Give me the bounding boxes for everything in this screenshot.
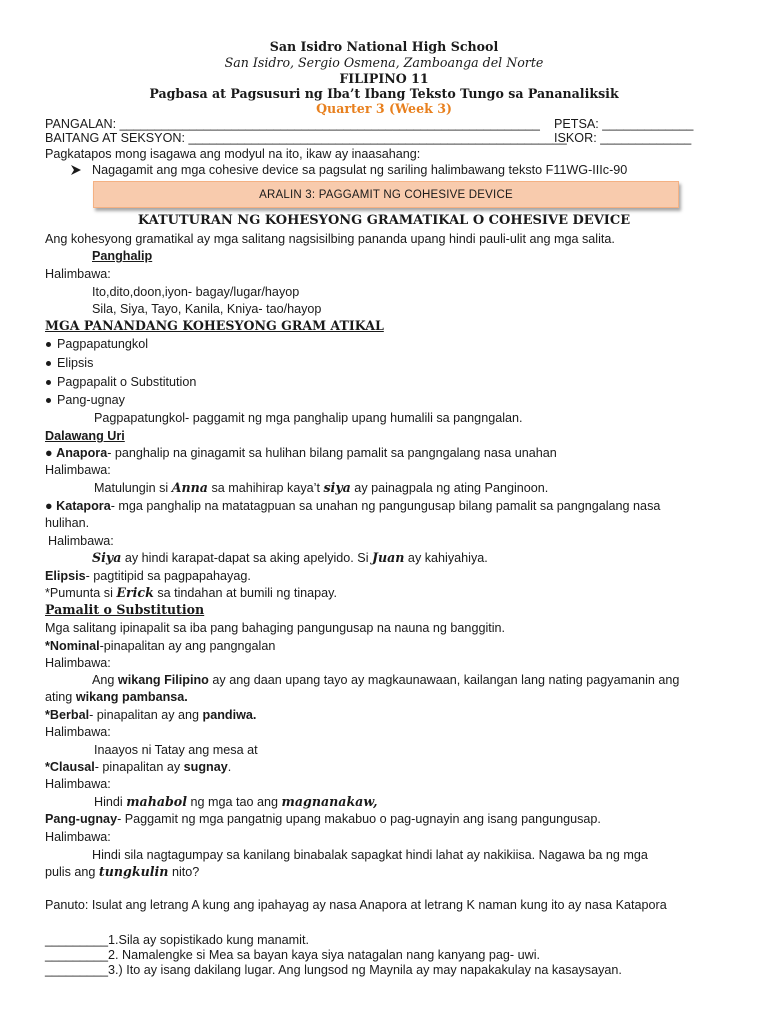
example-highlight: siya [323, 480, 351, 495]
banner-title: ARALIN 3: PAGGAMIT NG COHESIVE DEVICE [259, 188, 513, 201]
example-ito: Ito,dito,doon,iyon- bagay/lugar/hayop [92, 285, 300, 299]
date-field[interactable]: _____________ [602, 117, 694, 131]
pangugnay-definition: - Paggamit ng mga pangatnig upang makabuo o pag-ugnayin ang isang pangungusap. [117, 812, 601, 826]
example-text: ay painagpala ng ating Panginoon. [350, 481, 549, 495]
elipsis-line [45, 568, 251, 584]
bullet-dot-icon: ● [45, 499, 53, 513]
grade-field[interactable]: ______________________________________________________ [188, 131, 567, 145]
elipsis-definition: - pagtitipid sa pagpapahayag. [85, 569, 251, 583]
subject-title: FILIPINO 11 [339, 71, 429, 86]
elipsis-example [45, 585, 337, 601]
name-label: PANGALAN: [45, 117, 117, 131]
date-label: PETSA: [554, 117, 599, 131]
score-label: ISKOR: [554, 131, 597, 145]
bullet-dot-icon [45, 336, 53, 352]
halimbawa-label: Halimbawa: [45, 656, 111, 670]
example-highlight: Erick [116, 585, 154, 600]
definition-text: Ang kohesyong gramatikal ay mga salitang nagsisilbing pananda upang hindi pauli-ulit ang mga salita. [45, 232, 615, 246]
anapora-definition: - panghalip na ginagamit sa hulihan bilang pamalit sa pangngalang nasa unahan [107, 446, 557, 460]
example-text: Matulungin si [94, 481, 172, 495]
katapora-term: Katapora [56, 499, 111, 513]
elipsis-term: Elipsis [45, 569, 86, 583]
objective-item: Nagagamit ang mga cohesive device sa pagsulat ng sariling halimbawang teksto F11WG-IIIc-90 [92, 163, 628, 177]
nominal-term: *Nominal [45, 639, 100, 653]
nominal-example-cont [45, 689, 188, 705]
halimbawa-label: Halimbawa: [45, 267, 111, 281]
pagpapatungkol-definition: Pagpapatungkol- paggamit ng mga panghalip upang humalili sa pangngalan. [94, 411, 523, 425]
marker-item: Elipsis [57, 356, 94, 370]
dalawang-uri-heading: Dalawang Uri [45, 429, 125, 443]
bullet-dot-icon [45, 355, 53, 371]
markers-heading: MGA PANANDANG KOHESYONG GRAM ATIKAL [45, 318, 384, 333]
pangugnay-example: Hindi sila nagtagumpay sa kanilang binabalak sapagkat hindi lahat ay nakikiisa. Nagawa ba ng mga [92, 848, 648, 862]
halimbawa-label: Halimbawa: [48, 534, 114, 548]
anapora-example [94, 480, 548, 496]
example-text: sa mahihirap kaya’t [207, 481, 324, 495]
bullet-dot-icon: ● [45, 446, 53, 460]
clausal-example [94, 794, 378, 810]
exercise-item-2[interactable]: _________2. Namalengke si Mea sa bayan kaya siya natagalan nang kanyang pag- uwi. [45, 948, 540, 962]
lesson-banner [93, 181, 679, 208]
bullet-dot-icon [45, 374, 53, 390]
example-highlight: Siya [92, 550, 122, 565]
pangugnay-line [45, 811, 601, 827]
nominal-line [45, 638, 275, 654]
marker-item: Pagpapalit o Substitution [57, 375, 197, 389]
name-field[interactable]: ____________________________________________________________ [119, 117, 540, 131]
example-text: ating [45, 690, 76, 704]
panghalip-heading: Panghalip [92, 249, 153, 263]
quarter-label: Quarter 3 (Week 3) [316, 101, 452, 116]
example-text: ng mga tao ang [187, 795, 282, 809]
example-highlight: Anna [171, 480, 208, 495]
pamalit-definition: Mga salitang ipinapalit sa iba pang bahaging pangungusap na nauna ng banggitin. [45, 621, 506, 635]
exercise-instruction: Panuto: Isulat ang letrang A kung ang ipahayag ay nasa Anapora at letrang K naman kung ito ay nasa Katapora [45, 898, 667, 912]
example-text: *Pumunta si [45, 586, 117, 600]
nominal-definition: -pinapalitan ay ang pangngalan [99, 639, 276, 653]
berbal-line [45, 707, 256, 723]
lesson-heading: KATUTURAN NG KOHESYONG GRAMATIKAL O COHESIVE DEVICE [137, 213, 631, 228]
nominal-example [92, 672, 679, 688]
clausal-end: . [227, 760, 232, 774]
grade-label: BAITANG AT SEKSYON: [45, 131, 185, 145]
arrow-bullet-icon [70, 164, 82, 176]
bullet-dot-icon [45, 392, 53, 408]
school-address: San Isidro, Sergio Osmena, Zamboanga del Norte [224, 55, 544, 70]
score-row [554, 130, 691, 146]
example-text: sa tindahan at bumili ng tinapay. [153, 586, 338, 600]
example-highlight: Juan [372, 550, 405, 565]
objectives-intro: Pagkatapos mong isagawa ang modyul na ito, ikaw ay inaasahang: [45, 147, 421, 161]
marker-item: Pang-ugnay [57, 393, 125, 407]
berbal-term: *Berbal [45, 708, 90, 722]
example-highlight: wikang pambansa. [75, 690, 188, 704]
course-title: Pagbasa at Pagsusuri ng Iba’t Ibang Teksto Tungo sa Pananaliksik [149, 86, 619, 101]
anapora-line [45, 445, 557, 461]
halimbawa-label: Halimbawa: [45, 463, 111, 477]
example-text: ay ang daan upang tayo ay magkaunawaan, kailangan lang nating pagyamanin ang [208, 673, 680, 687]
grade-row [45, 130, 567, 146]
katapora-definition-cont: hulihan. [45, 516, 90, 530]
exercise-item-3[interactable]: _________3.) Ito ay isang dakilang lugar. Ang lungsod ng Maynila ay may napakakulay na kasaysayan. [45, 963, 622, 977]
marker-item: Pagpapatungkol [57, 337, 149, 351]
pangugnay-example-cont [45, 864, 199, 880]
halimbawa-label: Halimbawa: [45, 777, 111, 791]
katapora-definition: - mga panghalip na matatagpuan sa unahan ng pangungusap bilang pamalit sa pangngalang nasa [110, 499, 661, 513]
example-sila: Sila, Siya, Tayo, Kanila, Kniya- tao/hayop [92, 302, 322, 316]
katapora-line [45, 498, 660, 514]
example-text: Ang [92, 673, 118, 687]
berbal-example: Inaayos ni Tatay ang mesa at [94, 743, 258, 757]
pangugnay-term: Pang-ugnay [45, 812, 118, 826]
halimbawa-label: Halimbawa: [45, 830, 111, 844]
example-text: pulis ang [45, 865, 99, 879]
example-text: nito? [168, 865, 200, 879]
berbal-word: pandiwa. [202, 708, 257, 722]
katapora-example [92, 550, 488, 566]
example-highlight: mahabol [126, 794, 187, 809]
berbal-definition: - pinapalitan ay ang [89, 708, 203, 722]
example-highlight: magnanakaw, [281, 794, 378, 809]
pamalit-heading: Pamalit o Substitution [45, 602, 205, 617]
clausal-line [45, 759, 231, 775]
halimbawa-label: Halimbawa: [45, 725, 111, 739]
clausal-term: *Clausal [45, 760, 95, 774]
example-text: ay hindi karapat-dapat sa aking apelyido. Si [121, 551, 372, 565]
clausal-definition: - pinapalitan ay [94, 760, 184, 774]
example-highlight: tungkulin [98, 864, 169, 879]
anapora-term: Anapora [56, 446, 108, 460]
clausal-word: sugnay [183, 760, 228, 774]
exercise-item-1[interactable]: _________1.Sila ay sopistikado kung manamit. [45, 933, 309, 947]
example-text: Hindi [94, 795, 127, 809]
example-highlight: wikang Filipino [117, 673, 209, 687]
score-field[interactable]: _____________ [600, 131, 692, 145]
school-name: San Isidro National High School [269, 39, 499, 54]
example-text: ay kahiyahiya. [404, 551, 488, 565]
